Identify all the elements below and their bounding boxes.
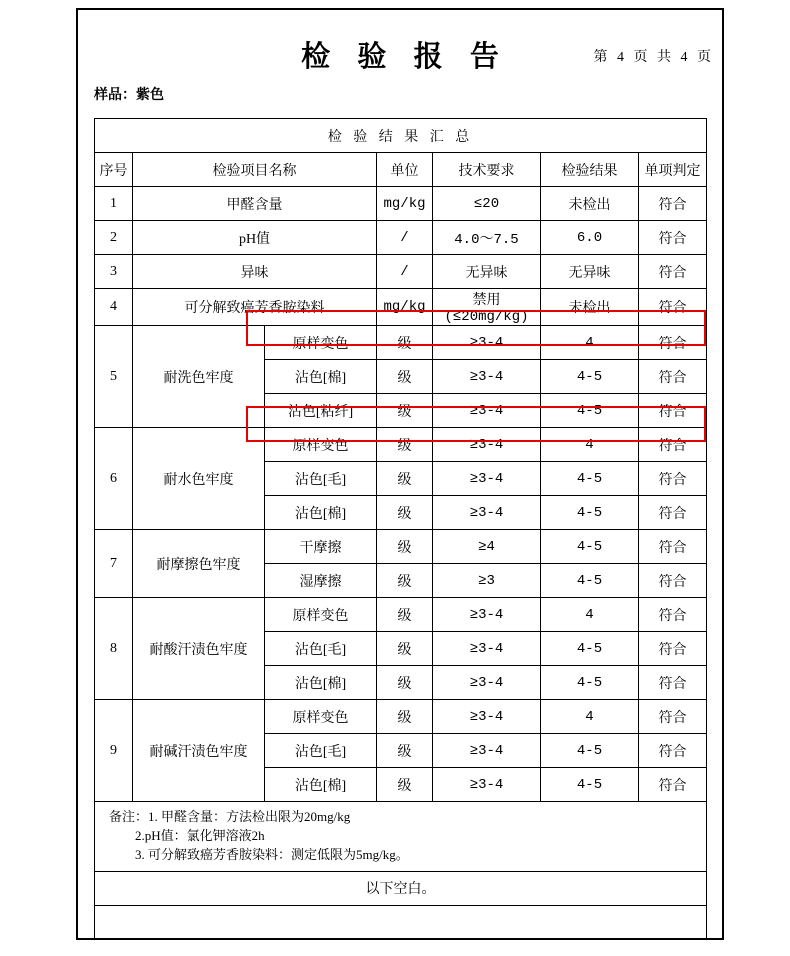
cell-judgement: 符合 (639, 187, 707, 221)
notes-row (95, 802, 707, 872)
cell-item: 甲醛含量 (133, 187, 377, 221)
cell-requirement: ≥3-4 (433, 496, 541, 530)
table-row (95, 598, 707, 632)
table-row (95, 326, 707, 360)
note-line-1: 备注：1. 甲醛含量：方法检出限为20mg/kg (109, 809, 351, 824)
cell-item: 异味 (133, 255, 377, 289)
cell-result: 4-5 (541, 394, 639, 428)
cell-requirement: ≥3-4 (433, 666, 541, 700)
cell-unit: mg/kg (377, 289, 433, 326)
cell-judgement: 符合 (639, 428, 707, 462)
cell-seq: 1 (95, 187, 133, 221)
cell-unit: 级 (377, 734, 433, 768)
cell-unit: 级 (377, 700, 433, 734)
cell-requirement: ≥3-4 (433, 700, 541, 734)
cell-subitem: 沾色[毛] (265, 734, 377, 768)
cell-subitem: 原样变色 (265, 598, 377, 632)
cell-requirement: ≥3-4 (433, 360, 541, 394)
cell-seq: 6 (95, 428, 133, 530)
cell-result: 4-5 (541, 734, 639, 768)
cell-item: 耐摩擦色牢度 (133, 530, 265, 598)
cell-judgement: 符合 (639, 221, 707, 255)
cell-subitem: 沾色[棉] (265, 496, 377, 530)
cell-requirement: ≥3-4 (433, 326, 541, 360)
table-row (95, 289, 707, 326)
cell-judgement: 符合 (639, 598, 707, 632)
blank-row (95, 905, 707, 939)
col-judgement: 单项判定 (639, 153, 707, 187)
cell-judgement: 符合 (639, 326, 707, 360)
report-header (76, 34, 724, 86)
cell-judgement: 符合 (639, 734, 707, 768)
cell-seq: 7 (95, 530, 133, 598)
note-line-2: 2.pH值：氯化钾溶液2h (135, 827, 265, 843)
cell-requirement: ≥3-4 (433, 768, 541, 802)
cell-result: 4 (541, 326, 639, 360)
results-table (94, 118, 707, 940)
cell-judgement: 符合 (639, 462, 707, 496)
cell-requirement: ≥3-4 (433, 462, 541, 496)
cell-unit: 级 (377, 598, 433, 632)
cell-requirement: 4.0～7.5 (433, 221, 541, 255)
cell-subitem: 沾色[毛] (265, 632, 377, 666)
cell-seq: 4 (95, 289, 133, 326)
blank-note-row (95, 871, 707, 905)
cell-subitem: 原样变色 (265, 700, 377, 734)
cell-unit: 级 (377, 394, 433, 428)
cell-subitem: 干摩擦 (265, 530, 377, 564)
cell-result: 无异味 (541, 255, 639, 289)
cell-result: 4 (541, 700, 639, 734)
cell-subitem: 沾色[棉] (265, 768, 377, 802)
cell-unit: / (377, 221, 433, 255)
blank-note: 以下空白。 (95, 871, 707, 905)
col-item: 检验项目名称 (133, 153, 377, 187)
cell-result: 4 (541, 598, 639, 632)
cell-item: 可分解致癌芳香胺染料 (133, 289, 377, 326)
col-requirement: 技术要求 (433, 153, 541, 187)
cell-subitem: 沾色[粘纤] (265, 394, 377, 428)
page-number: 第 4 页 共 4 页 (593, 50, 714, 65)
cell-unit: 级 (377, 428, 433, 462)
cell-requirement: ≥3 (433, 564, 541, 598)
page-title: 检 验 报 告 (301, 41, 509, 73)
cell-subitem: 沾色[毛] (265, 462, 377, 496)
cell-item: 耐酸汗渍色牢度 (133, 598, 265, 700)
cell-subitem: 沾色[棉] (265, 666, 377, 700)
cell-judgement: 符合 (639, 360, 707, 394)
cell-judgement: 符合 (639, 666, 707, 700)
note-line-3: 3. 可分解致癌芳香胺染料：测定低限为5mg/kg。 (135, 846, 409, 862)
table-summary-row (95, 119, 707, 153)
cell-result: 4-5 (541, 530, 639, 564)
cell-unit: 级 (377, 496, 433, 530)
cell-judgement: 符合 (639, 768, 707, 802)
table-row (95, 530, 707, 564)
cell-seq: 3 (95, 255, 133, 289)
cell-item: 耐碱汗渍色牢度 (133, 700, 265, 802)
cell-requirement: ≥3-4 (433, 632, 541, 666)
cell-result: 4-5 (541, 768, 639, 802)
col-seq: 序号 (95, 153, 133, 187)
cell-subitem: 沾色[棉] (265, 360, 377, 394)
cell-seq: 5 (95, 326, 133, 428)
cell-unit: 级 (377, 768, 433, 802)
cell-result: 4-5 (541, 462, 639, 496)
table-row (95, 428, 707, 462)
cell-judgement: 符合 (639, 700, 707, 734)
cell-judgement: 符合 (639, 255, 707, 289)
cell-subitem: 湿摩擦 (265, 564, 377, 598)
cell-result: 4-5 (541, 564, 639, 598)
table-header-row (95, 153, 707, 187)
notes-cell (95, 802, 707, 872)
cell-unit: 级 (377, 360, 433, 394)
cell-result: 4-5 (541, 496, 639, 530)
table-row (95, 221, 707, 255)
cell-item: 耐水色牢度 (133, 428, 265, 530)
cell-requirement: ≥4 (433, 530, 541, 564)
summary-title: 检 验 结 果 汇 总 (95, 119, 707, 153)
cell-requirement: ≥3-4 (433, 428, 541, 462)
table-row (95, 255, 707, 289)
cell-requirement: ≤20 (433, 187, 541, 221)
cell-unit: 级 (377, 326, 433, 360)
cell-requirement: 禁用(≤20mg/kg) (433, 289, 541, 326)
cell-subitem: 原样变色 (265, 428, 377, 462)
cell-result: 4-5 (541, 666, 639, 700)
cell-unit: 级 (377, 666, 433, 700)
cell-result: 6.0 (541, 221, 639, 255)
cell-result: 4-5 (541, 360, 639, 394)
cell-judgement: 符合 (639, 564, 707, 598)
cell-judgement: 符合 (639, 394, 707, 428)
cell-unit: 级 (377, 530, 433, 564)
cell-unit: mg/kg (377, 187, 433, 221)
col-unit: 单位 (377, 153, 433, 187)
cell-result: 4-5 (541, 632, 639, 666)
col-result: 检验结果 (541, 153, 639, 187)
cell-unit: 级 (377, 632, 433, 666)
cell-seq: 9 (95, 700, 133, 802)
cell-requirement: ≥3-4 (433, 394, 541, 428)
blank-area (95, 905, 707, 939)
cell-item: 耐洗色牢度 (133, 326, 265, 428)
sample-label: 样品：紫色 (94, 88, 164, 103)
cell-result: 未检出 (541, 289, 639, 326)
cell-item: pH值 (133, 221, 377, 255)
cell-judgement: 符合 (639, 632, 707, 666)
cell-requirement: ≥3-4 (433, 598, 541, 632)
cell-judgement: 符合 (639, 289, 707, 326)
cell-unit: 级 (377, 564, 433, 598)
cell-judgement: 符合 (639, 530, 707, 564)
cell-judgement: 符合 (639, 496, 707, 530)
cell-unit: / (377, 255, 433, 289)
cell-unit: 级 (377, 462, 433, 496)
cell-requirement: ≥3-4 (433, 734, 541, 768)
cell-seq: 8 (95, 598, 133, 700)
cell-result: 4 (541, 428, 639, 462)
cell-subitem: 原样变色 (265, 326, 377, 360)
cell-seq: 2 (95, 221, 133, 255)
cell-requirement: 无异味 (433, 255, 541, 289)
table-row (95, 700, 707, 734)
cell-result: 未检出 (541, 187, 639, 221)
table-row (95, 187, 707, 221)
